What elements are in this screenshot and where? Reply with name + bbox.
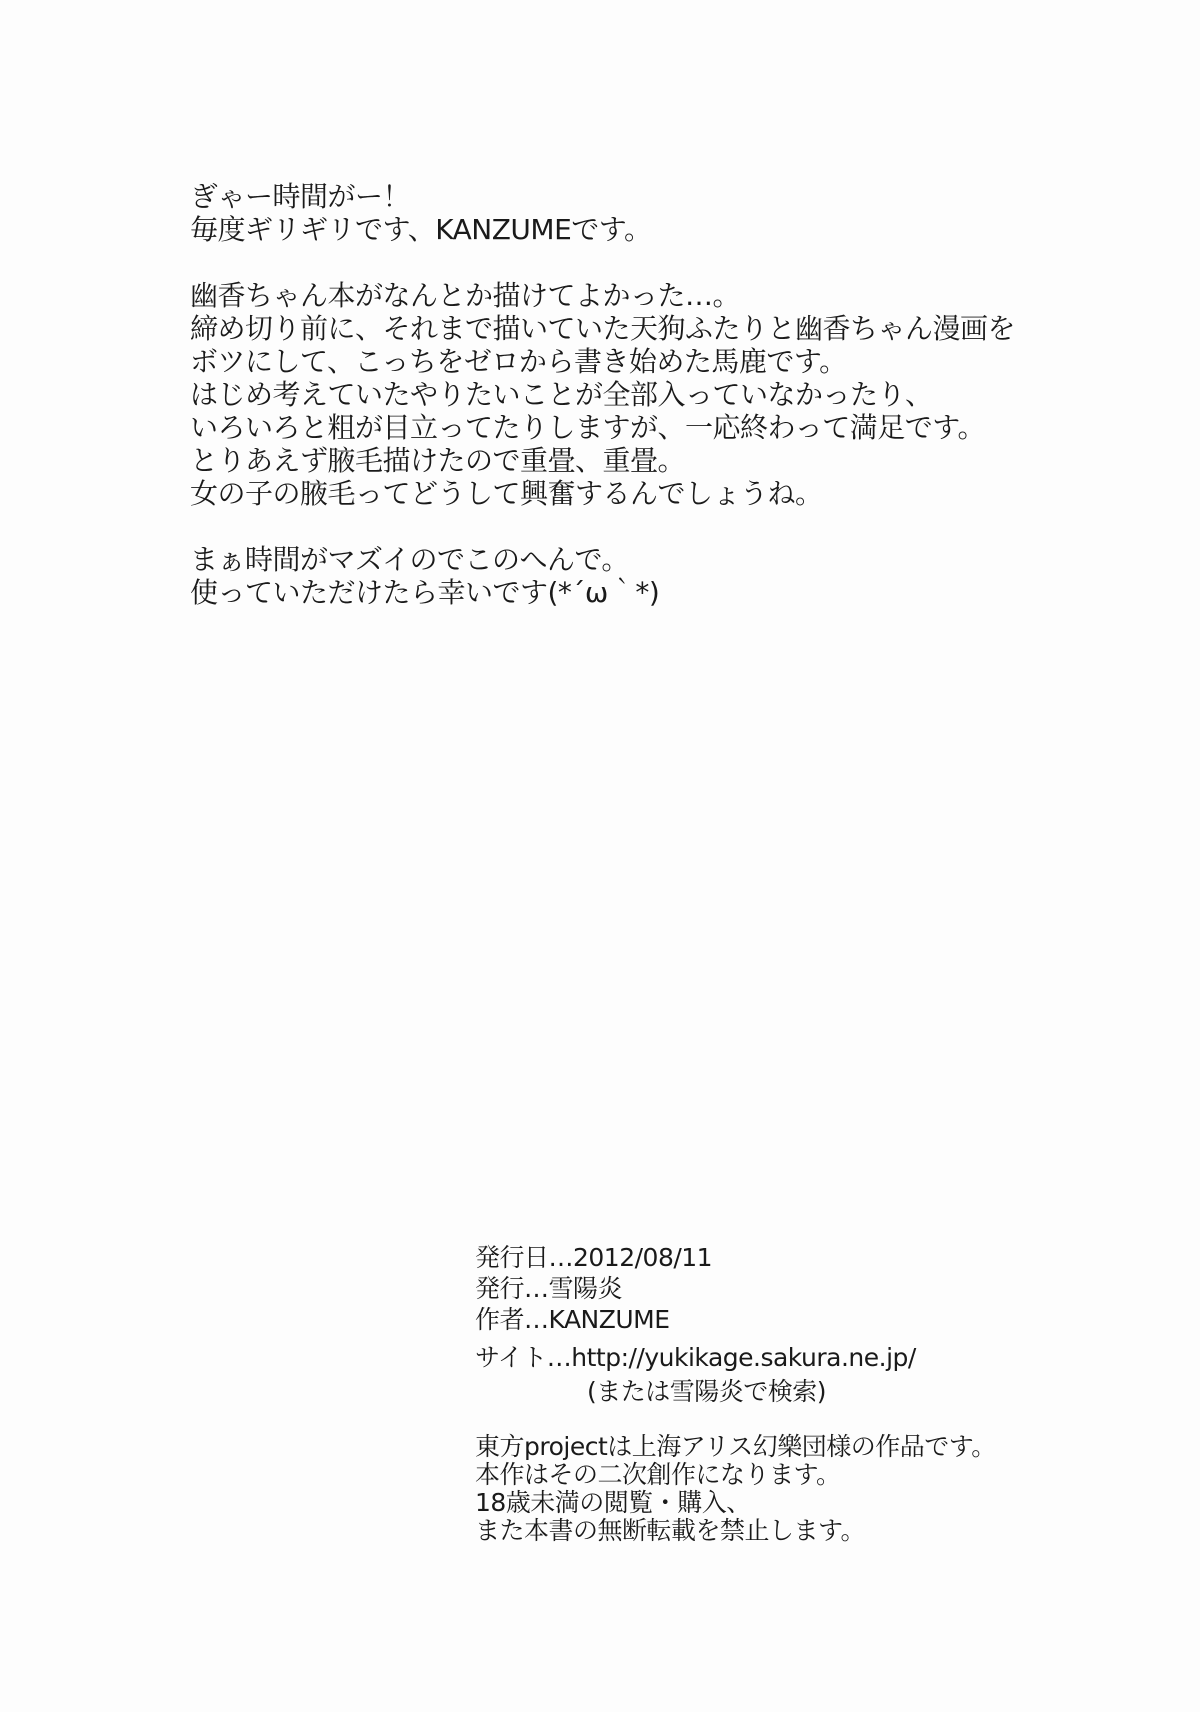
author: 作者…KANZUME [475, 1305, 670, 1334]
publish-date: 発行日…2012/08/11 [475, 1243, 713, 1272]
notice-line: 18歳未満の閲覧・購入、 [475, 1488, 751, 1517]
search-hint: (または雪陽炎で検索) [587, 1377, 827, 1406]
site-url: サイト…http://yukikage.sakura.ne.jp/ [475, 1343, 916, 1372]
notice-line: 本作はその二次創作になります。 [475, 1460, 841, 1489]
afterword-line: ボツにして、こっちをゼロから書き始めた馬鹿です。 [190, 345, 847, 378]
afterword-line: 幽香ちゃん本がなんとか描けてよかった…。 [190, 279, 741, 312]
paragraph-gap [190, 510, 1090, 543]
publisher: 発行…雪陽炎 [475, 1274, 623, 1303]
notice-line: 東方projectは上海アリス幻樂団様の作品です。 [475, 1432, 996, 1461]
colophon [475, 1242, 1015, 1545]
afterword-line: ぎゃー時間がー！ [190, 180, 411, 213]
afterword-line: いろいろと粗が目立ってたりしますが、一応終わって満足です。 [190, 411, 985, 444]
afterword-line: 締め切り前に、それまで描いていた天狗ふたりと幽香ちゃん漫画を [190, 312, 1016, 345]
afterword-text [190, 180, 1090, 609]
afterword-line: 女の子の腋毛ってどうして興奮するんでしょうね。 [190, 477, 823, 510]
section-gap [475, 1409, 1015, 1433]
afterword-line: 使っていただけたら幸いです(*´ω｀*) [190, 576, 660, 609]
afterword-line: とりあえず腋毛描けたので重畳、重畳。 [190, 444, 686, 477]
afterword-line: まぁ時間がマズイのでこのへんで。 [190, 543, 629, 576]
afterword-line: 毎度ギリギリです、KANZUMEです。 [190, 213, 652, 246]
notice-line: また本書の無断転載を禁止します。 [475, 1516, 866, 1545]
paragraph-gap [190, 246, 1090, 279]
afterword-line: はじめ考えていたやりたいことが全部入っていなかったり、 [190, 378, 933, 411]
copyright-notice [475, 1433, 1015, 1545]
